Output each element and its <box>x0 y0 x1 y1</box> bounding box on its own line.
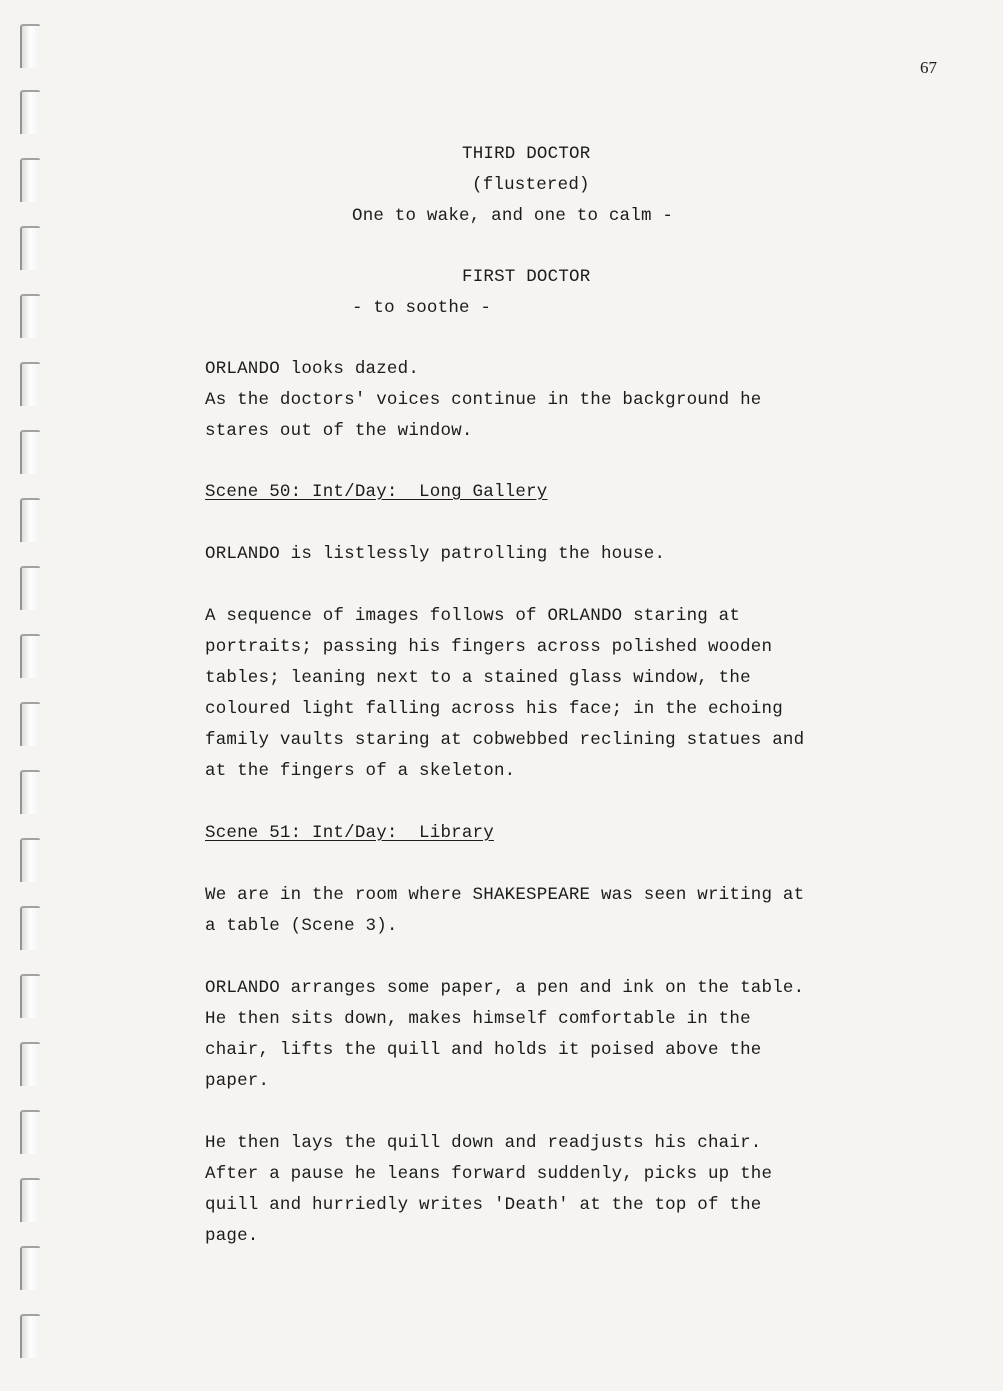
action-line: He then lays the quill down and readjusts his chair. <box>205 1133 762 1153</box>
binding-hole <box>20 770 40 814</box>
binding-hole <box>20 24 40 68</box>
action-line: page. <box>205 1226 259 1246</box>
binding-hole <box>20 974 40 1018</box>
binding-hole <box>20 294 40 338</box>
binding-hole <box>20 226 40 270</box>
action-line: a table (Scene 3). <box>205 916 398 936</box>
binding-hole <box>20 1246 40 1290</box>
action-line: He then sits down, makes himself comfortable in the <box>205 1009 751 1029</box>
page-number: 67 <box>920 58 937 77</box>
binding-hole <box>20 90 40 134</box>
action-line: paper. <box>205 1071 270 1091</box>
binding-hole <box>20 430 40 474</box>
character-name: FIRST DOCTOR <box>462 267 591 287</box>
binding-hole <box>20 1314 40 1358</box>
binding-hole <box>20 838 40 882</box>
action-line: ORLANDO is listlessly patrolling the house. <box>205 544 666 564</box>
action-line: portraits; passing his fingers across polished wooden <box>205 637 773 657</box>
binding-hole <box>20 1042 40 1086</box>
binding-holes <box>18 0 44 1391</box>
binding-hole <box>20 702 40 746</box>
action-line: We are in the room where SHAKESPEARE was seen writing at <box>205 885 805 905</box>
action-line: As the doctors' voices continue in the background he <box>205 390 762 410</box>
binding-hole <box>20 634 40 678</box>
action-line: tables; leaning next to a stained glass window, the <box>205 668 751 688</box>
action-line: quill and hurriedly writes 'Death' at the top of the <box>205 1195 762 1215</box>
character-name: THIRD DOCTOR <box>462 144 591 164</box>
action-line: A sequence of images follows of ORLANDO staring at <box>205 606 741 626</box>
binding-hole <box>20 498 40 542</box>
dialogue-line: - to soothe - <box>352 298 492 318</box>
binding-hole <box>20 158 40 202</box>
action-line: chair, lifts the quill and holds it poised above the <box>205 1040 762 1060</box>
scene-heading: Scene 50: Int/Day: Long Gallery <box>205 482 548 502</box>
action-line: family vaults staring at cobwebbed reclining statues and <box>205 730 805 750</box>
dialogue-line: One to wake, and one to calm - <box>352 206 674 226</box>
action-line: stares out of the window. <box>205 421 473 441</box>
binding-hole <box>20 566 40 610</box>
binding-hole <box>20 1178 40 1222</box>
action-line: at the fingers of a skeleton. <box>205 761 516 781</box>
binding-hole <box>20 362 40 406</box>
binding-hole <box>20 1110 40 1154</box>
action-line: ORLANDO arranges some paper, a pen and ink on the table. <box>205 978 805 998</box>
scene-heading: Scene 51: Int/Day: Library <box>205 823 494 843</box>
parenthetical: (flustered) <box>472 175 590 195</box>
action-line: After a pause he leans forward suddenly, picks up the <box>205 1164 773 1184</box>
action-line: ORLANDO looks dazed. <box>205 359 420 379</box>
action-line: coloured light falling across his face; in the echoing <box>205 699 783 719</box>
binding-hole <box>20 906 40 950</box>
